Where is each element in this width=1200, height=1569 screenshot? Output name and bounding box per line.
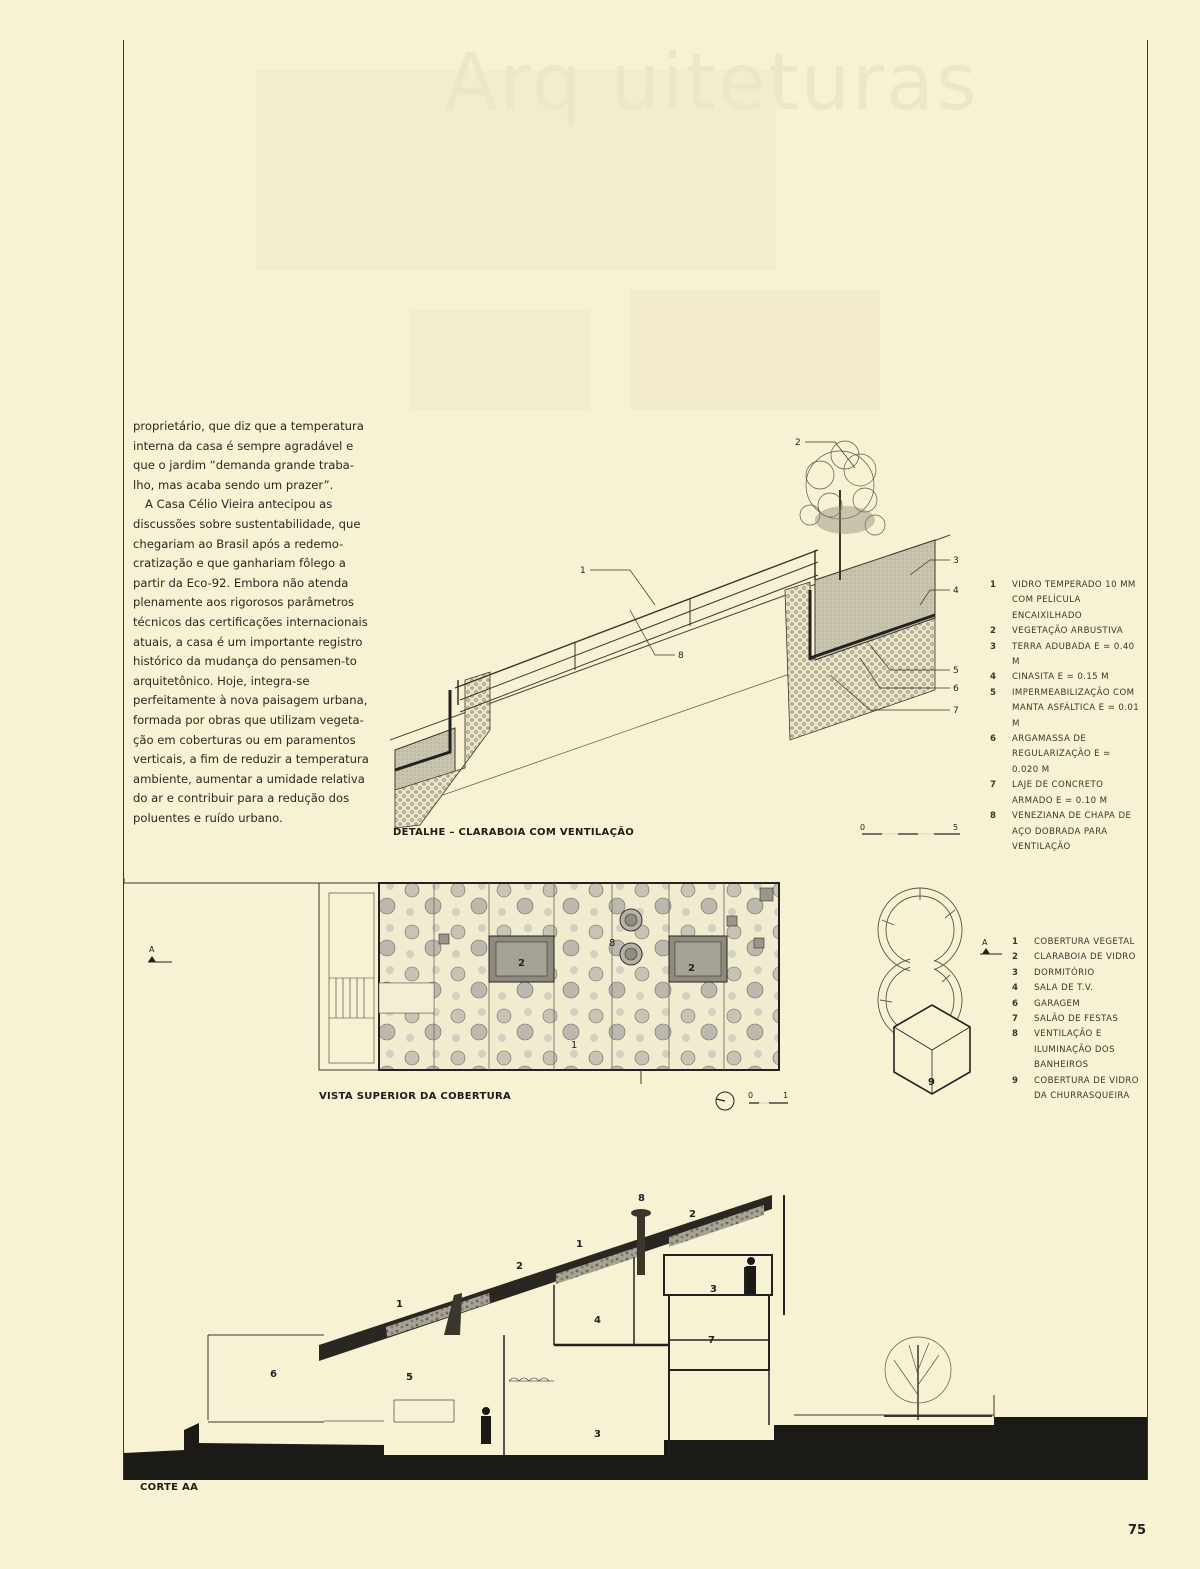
paragraph-1: proprietário, que diz que a temperatura interna da casa é sempre agradável e que o jardim “demanda grande traba-lho, mas acaba sendo um prazer”. [133, 419, 364, 492]
section-label-4: 4 [594, 1315, 601, 1326]
detail-scale-start: 0 [860, 823, 866, 832]
legend-item: 6 ARGAMASSA DE REGULARIZAÇÃO E = 0.020 M [990, 734, 1111, 775]
detail-callout-3: 3 [953, 556, 959, 566]
plan-label-skylight-left: 2 [518, 958, 525, 969]
detail-scale-end: 5 [953, 823, 959, 832]
plan-north-arrow [712, 1088, 742, 1114]
legend-item: 3 TERRA ADUBADA E = 0.40 M [990, 641, 1135, 668]
legend-item: 8 VENTILAÇÃO E ILUMINAÇÃO DOS BANHEIROS [1012, 1029, 1115, 1071]
detail-callout-7: 7 [953, 706, 959, 716]
show-through-block [630, 290, 880, 410]
legend-item: 3 DORMITÓRIO [1012, 967, 1095, 978]
skylight-detail-drawing [390, 430, 990, 830]
show-through-block [410, 310, 590, 410]
section-label-2a: 2 [689, 1209, 696, 1220]
legend-item: 1 VIDRO TEMPERADO 10 MM COM PELÍCULA ENCAIXILHADO [990, 580, 1136, 621]
section-label-1b: 1 [396, 1299, 403, 1310]
section-label-5: 5 [406, 1372, 413, 1383]
plan-label-bbq: 9 [928, 1077, 935, 1088]
plan-scale-end: 1 [783, 1091, 789, 1100]
section-aa-drawing [124, 1185, 1148, 1480]
legend-item: 4 SALA DE T.V. [1012, 983, 1094, 994]
legend-item: 9 COBERTURA DE VIDRO DA CHURRASQUEIRA [1012, 1075, 1139, 1102]
plan-scale-start: 0 [748, 1091, 754, 1100]
legend-item: 8 VENEZIANA DE CHAPA DE AÇO DOBRADA PARA VENTILAÇÃO [990, 811, 1132, 852]
legend-item: 4 CINASITA E = 0.15 M [990, 672, 1109, 683]
detail-callout-2: 2 [795, 438, 801, 448]
svg-text:A: A [982, 938, 988, 947]
paragraph-2: A Casa Célio Vieira antecipou as discussões sobre sustentabilidade, que chegariam ao Brasil após a redemo-cratização e que ganhariam fôlego a partir da Eco-92. Embora não atenda plenamente aos rigorosos parâmetros técnicos das certificações internacionais atuais, a casa é um importante registro histórico da mudança do pensamen-to arquitetônico. Hoje, integra-se perfeitamente à nova paisagem urbana, formada por obras que utilizam vegeta-ção em coberturas ou em paramentos verticais, a fim de reduzir a temperatura ambiente, aumentar a umidade relativa do ar e contribuir para a redução dos poluentes e ruído urbano. [133, 497, 369, 825]
article-body [133, 417, 373, 828]
show-through-heading: Arq uiteturas [444, 38, 979, 128]
section-caption: CORTE AA [140, 1482, 199, 1493]
plan-label-green-roof: 1 [571, 1040, 578, 1051]
detail-callout-4: 4 [953, 586, 959, 596]
section-label-2b: 2 [516, 1261, 523, 1272]
legend-item: 2 VEGETAÇÃO ARBUSTIVA [990, 626, 1124, 637]
detail-scale-bar [860, 822, 964, 844]
section-label-8: 8 [638, 1193, 645, 1204]
detail-callout-8: 8 [678, 651, 684, 661]
section-label-7: 7 [708, 1335, 715, 1346]
section-label-6: 6 [270, 1369, 277, 1380]
legend-item: 2 CLARABOIA DE VIDRO [1012, 952, 1136, 963]
section-label-1a: 1 [576, 1239, 583, 1250]
detail-callout-6: 6 [953, 684, 959, 694]
detail-caption: DETALHE – CLARABOIA COM VENTILAÇÃO [393, 827, 635, 838]
legend-item: 5 IMPERMEABILIZAÇÃO COM MANTA ASFÁLTICA E = 0.01 M [990, 687, 1140, 729]
bbq-cover-drawing [870, 880, 1000, 1095]
page-number: 75 [1128, 1523, 1147, 1538]
plan-label-vent: 8 [609, 938, 616, 949]
legend-item: 7 SALÃO DE FESTAS [1012, 1014, 1119, 1025]
legend-item: 6 GARAGEM [1012, 998, 1081, 1009]
plan-section-marker-right [978, 936, 1004, 958]
roof-plan-legend [1012, 935, 1147, 1104]
roof-plan-caption: VISTA SUPERIOR DA COBERTURA [319, 1091, 512, 1102]
detail-callout-5: 5 [953, 666, 959, 676]
plan-label-skylight-right: 2 [688, 963, 695, 974]
legend-item: 1 COBERTURA VEGETAL [1012, 937, 1135, 947]
section-label-3-lower: 3 [594, 1429, 601, 1440]
plan-section-marker: A [149, 945, 155, 954]
detail-legend [990, 578, 1140, 855]
detail-callout-1: 1 [580, 566, 586, 576]
legend-item: 7 LAJE DE CONCRETO ARMADO E = 0.10 M [990, 780, 1108, 806]
plan-scale-bar [744, 1088, 794, 1110]
section-label-3-upper: 3 [710, 1284, 717, 1295]
